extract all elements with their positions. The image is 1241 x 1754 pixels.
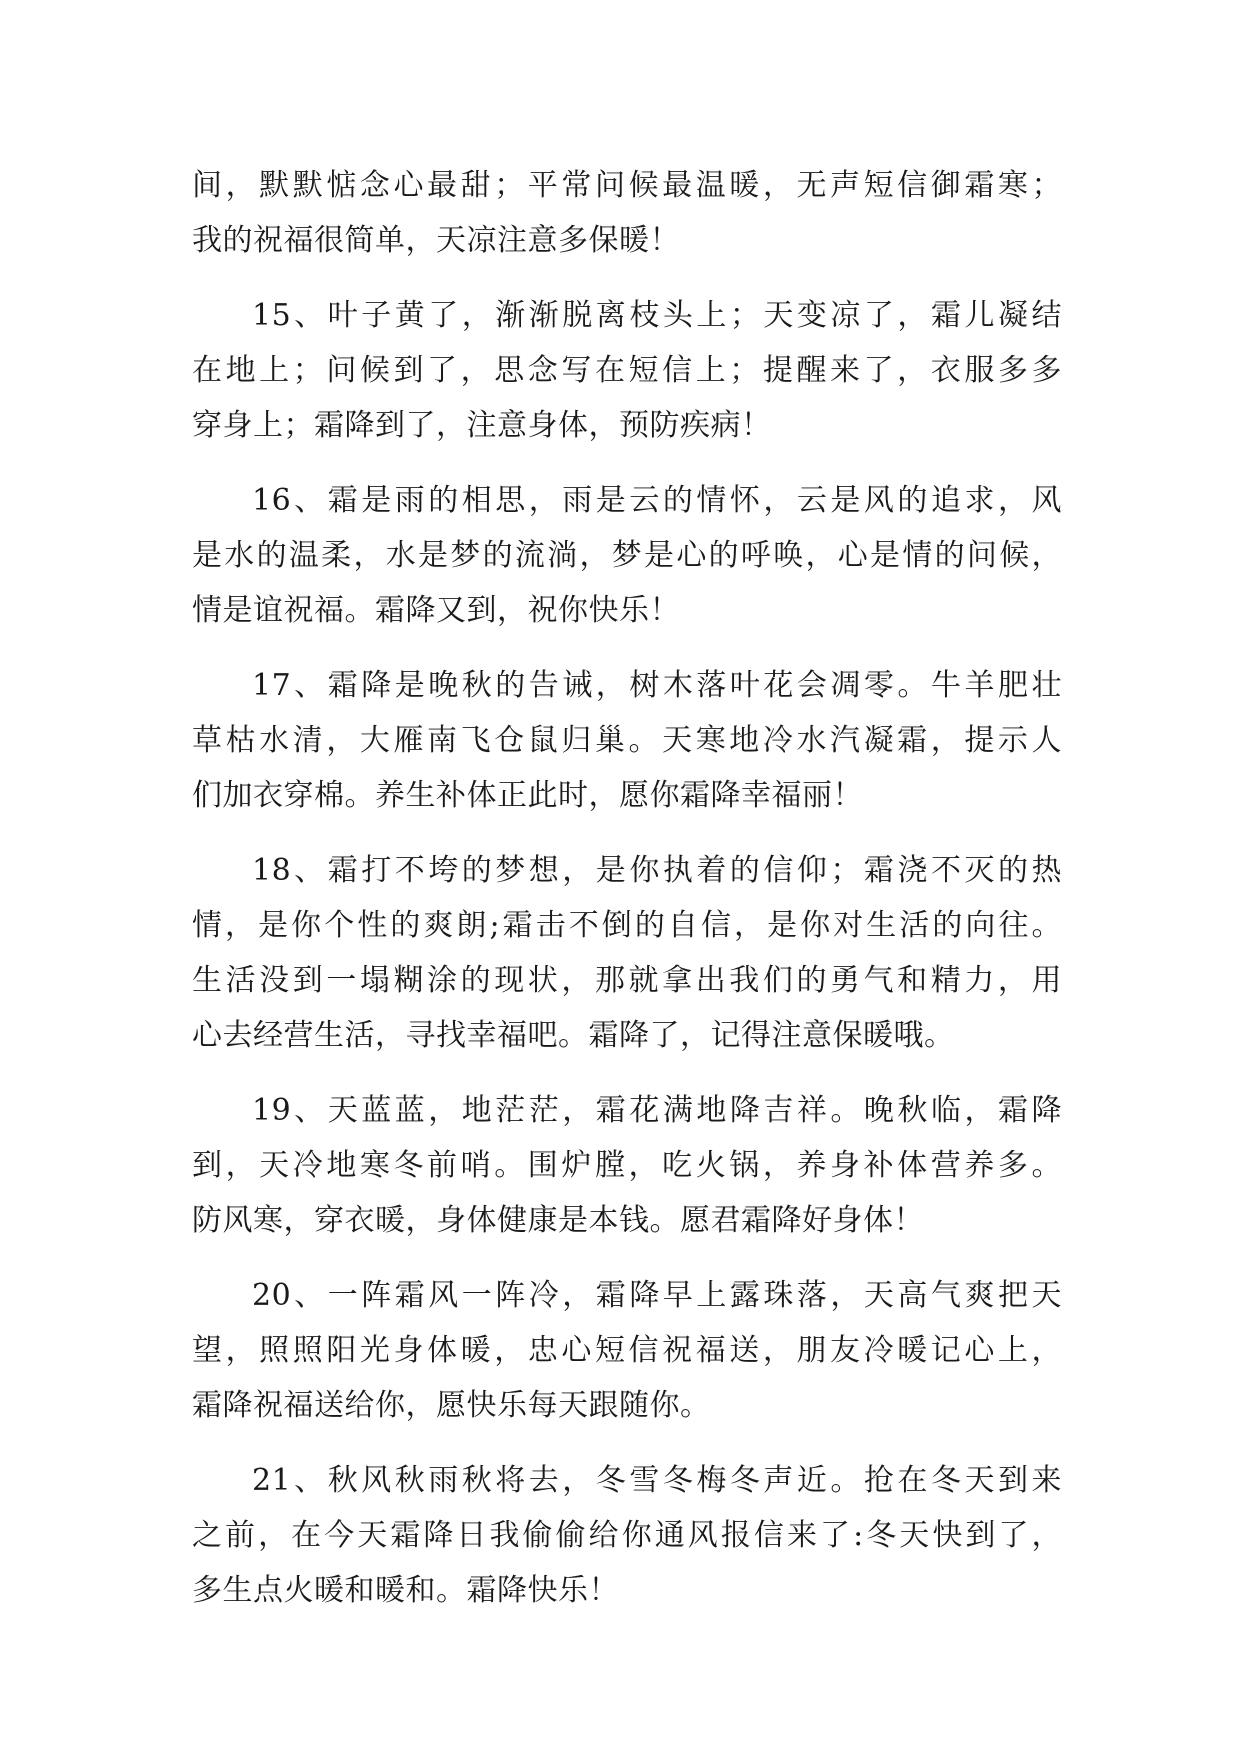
text-line: 17、霜降是晚秋的告诫，树木落叶花会凋零。牛羊肥壮 <box>252 668 1062 703</box>
text-line: 20、一阵霜风一阵冷，霜降早上露珠落，天高气爽把天 <box>252 1278 1062 1313</box>
text-line: 16、霜是雨的相思，雨是云的情怀，云是风的追求，风 <box>252 483 1062 518</box>
text-line: 情，是你个性的爽朗;霜击不倒的自信，是你对生活的向往。 <box>192 908 1062 943</box>
paragraph-continuation <box>192 158 1062 268</box>
text-line: 穿身上；霜降到了，注意身体，预防疾病！ <box>192 408 772 443</box>
text-line: 情是谊祝福。霜降又到，祝你快乐！ <box>192 593 680 628</box>
document-page <box>192 158 1062 1638</box>
paragraph-15 <box>192 288 1062 453</box>
text-line: 草枯水清，大雁南飞仓鼠归巢。天寒地冷水汽凝霜，提示人 <box>192 723 1062 758</box>
paragraph-19 <box>192 1083 1062 1248</box>
text-line: 15、叶子黄了，渐渐脱离枝头上；天变凉了，霜儿凝结 <box>252 298 1062 333</box>
text-line: 多生点火暖和暖和。霜降快乐！ <box>192 1573 619 1608</box>
text-line: 19、天蓝蓝，地茫茫，霜花满地降吉祥。晚秋临，霜降 <box>252 1093 1062 1128</box>
text-line: 到，天冷地寒冬前哨。围炉膛，吃火锅，养身补体营养多。 <box>192 1148 1062 1183</box>
text-line: 在地上；问候到了，思念写在短信上；提醒来了，衣服多多 <box>192 353 1062 388</box>
paragraph-16 <box>192 473 1062 638</box>
text-line: 我的祝福很简单，天凉注意多保暖！ <box>192 223 680 258</box>
text-line: 21、秋风秋雨秋将去，冬雪冬梅冬声近。抢在冬天到来 <box>252 1463 1062 1498</box>
text-line: 间，默默惦念心最甜；平常问候最温暖，无声短信御霜寒； <box>192 168 1062 203</box>
text-line: 生活没到一塌糊涂的现状，那就拿出我们的勇气和精力，用 <box>192 963 1062 998</box>
text-line: 之前，在今天霜降日我偷偷给你通风报信来了:冬天快到了， <box>192 1518 1062 1553</box>
paragraph-17 <box>192 658 1062 823</box>
text-line: 们加衣穿棉。养生补体正此时，愿你霜降幸福丽！ <box>192 778 863 813</box>
text-line: 18、霜打不垮的梦想，是你执着的信仰；霜浇不灭的热 <box>252 853 1062 888</box>
text-line: 防风寒，穿衣暖，身体健康是本钱。愿君霜降好身体！ <box>192 1203 924 1238</box>
paragraph-18 <box>192 843 1062 1063</box>
text-line: 望，照照阳光身体暖，忠心短信祝福送，朋友冷暖记心上， <box>192 1333 1062 1368</box>
paragraph-20 <box>192 1268 1062 1433</box>
paragraph-21 <box>192 1453 1062 1618</box>
text-line: 霜降祝福送给你，愿快乐每天跟随你。 <box>192 1388 711 1423</box>
text-line: 心去经营生活，寻找幸福吧。霜降了，记得注意保暖哦。 <box>192 1018 955 1053</box>
text-line: 是水的温柔，水是梦的流淌，梦是心的呼唤，心是情的问候， <box>192 538 1062 573</box>
